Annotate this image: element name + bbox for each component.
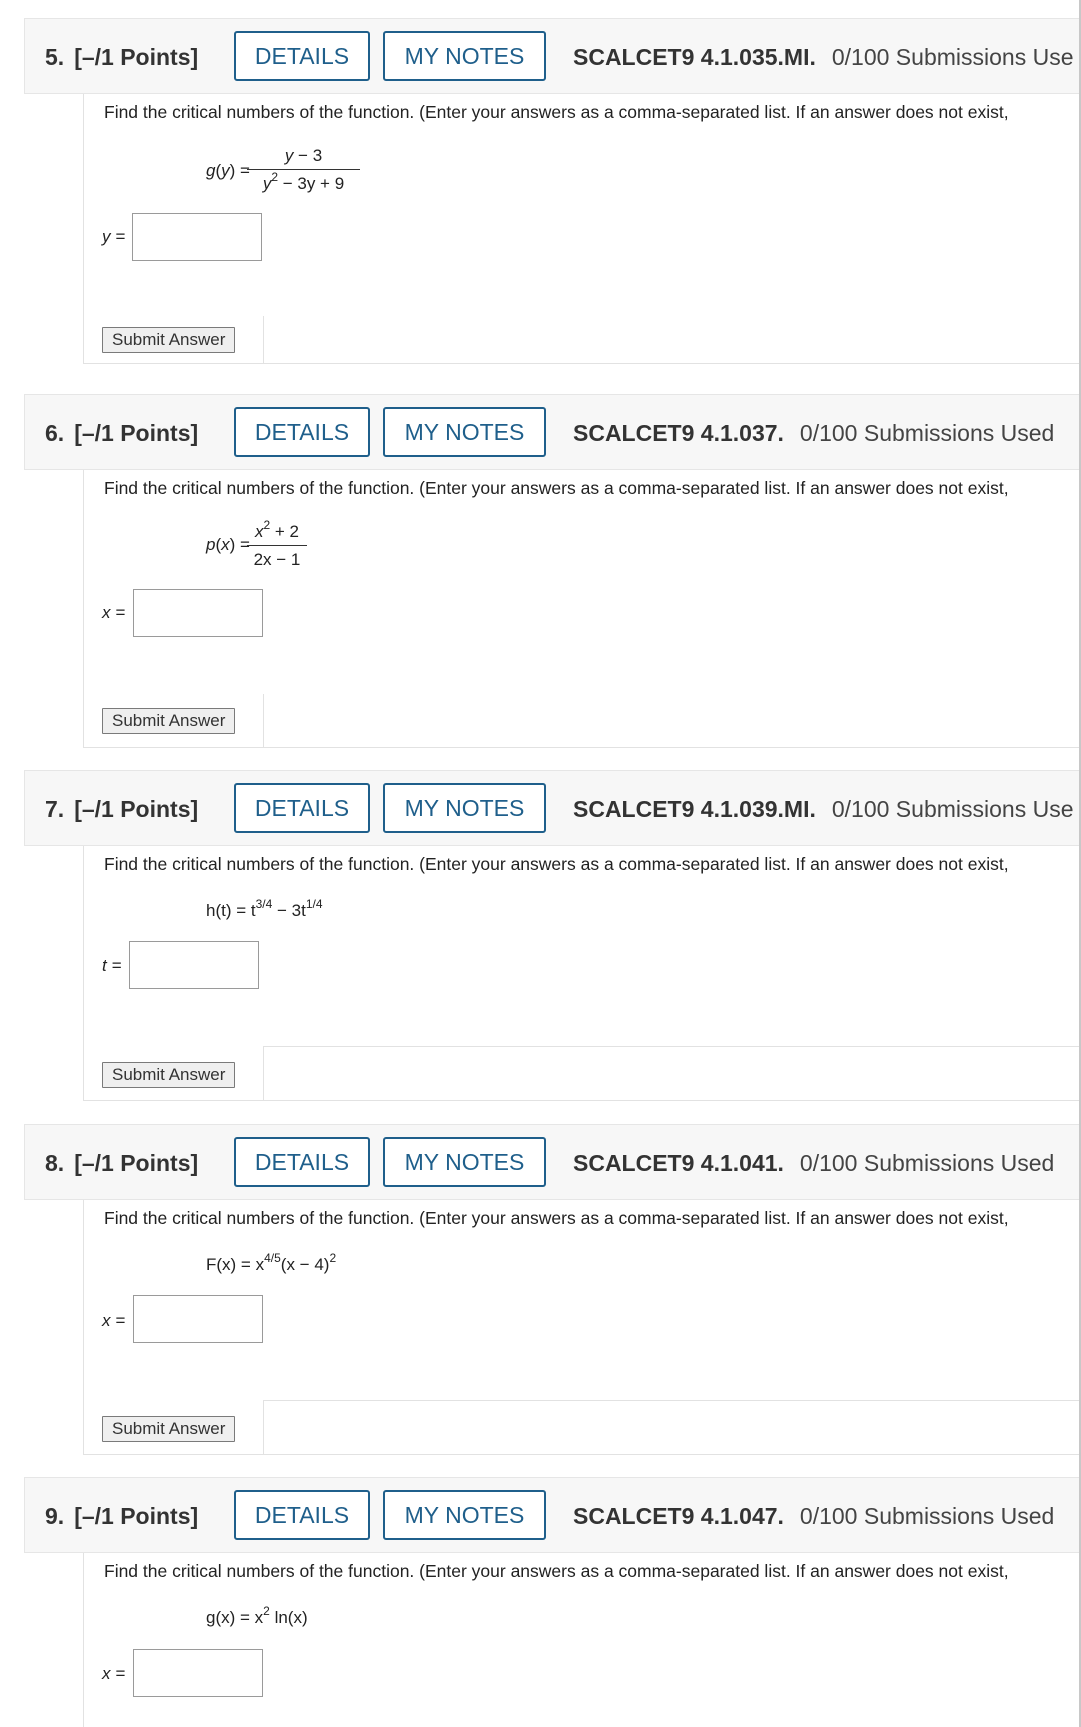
q7-assignment-code: SCALCET9 4.1.039.MI. 0/100 Submissions Use [573,796,1074,822]
q8-prompt: Find the critical numbers of the function. (Enter your answers as a comma-separated list. If an answer does not exist, [104,1208,1009,1228]
q6-denominator: 2x − 1 [253,550,301,569]
q6-fraction [247,518,307,570]
question-8-body [83,1200,1081,1455]
q5-submissions: 0/100 Submissions Use [831,44,1074,70]
q7-formula: $h(t) = t^{3/4} - 3t^{1/4}$ [206,897,323,920]
q5-submit-button[interactable]: Submit Answer [102,327,235,353]
q7-submissions: 0/100 Submissions Use [831,796,1074,822]
q7-answer-label: t = [102,956,122,975]
q5-answer-input[interactable] [132,213,262,261]
q7-submit-area [84,1046,264,1101]
q6-answer-input[interactable] [133,589,263,637]
q8-answer-input[interactable] [133,1295,263,1343]
question-5-body [83,94,1081,364]
q8-my-notes-button[interactable]: MY NOTES [383,1137,546,1187]
q6-submit-area [84,694,264,748]
question-7-header [24,770,1081,846]
q6-prompt: Find the critical numbers of the function. (Enter your answers as a comma-separated list. If an answer does not exist, [104,478,1009,498]
q8-submit-button[interactable]: Submit Answer [102,1416,235,1442]
q9-assignment-code: SCALCET9 4.1.047. 0/100 Submissions Used [573,1503,1055,1529]
q6-my-notes-button[interactable]: MY NOTES [383,407,546,457]
question-6-body [83,470,1081,748]
q9-formula: $g(x) = x^2$ ln(x) [206,1604,308,1627]
question-6-header [24,394,1081,470]
q5-numerator: y − 3 [284,146,323,165]
q5-details-button[interactable]: DETAILS [234,31,370,81]
q5-prompt: Find the critical numbers of the function. (Enter your answers as a comma-separated list. If an answer does not exist, [104,102,1009,122]
question-6-number: 6. [–/1 Points] [45,420,199,446]
q5-formula-lhs: g(y) = [206,161,250,180]
q9-submissions: 0/100 Submissions Used [799,1503,1055,1529]
q6-numerator: $x^2 + 2$ [254,518,300,541]
question-9-header [24,1477,1081,1553]
q8-submissions: 0/100 Submissions Used [799,1150,1055,1176]
question-8-header [24,1124,1081,1200]
q8-formula: $F(x) = x^{4/5}(x - 4)^2$ [206,1251,337,1274]
q6-assignment-code: SCALCET9 4.1.037. 0/100 Submissions Used [573,420,1055,446]
q5-my-notes-button[interactable]: MY NOTES [383,31,546,81]
q6-formula-lhs: p(x) = [206,535,250,554]
question-5-header [24,18,1081,94]
q5-fraction [247,146,360,194]
question-9-body [83,1553,1081,1727]
question-7-body [83,846,1081,1101]
question-8-number: 8. [–/1 Points] [45,1150,199,1176]
question-5-number: 5. [–/1 Points] [45,44,199,70]
q7-details-button[interactable]: DETAILS [234,783,370,833]
q8-submit-area [84,1400,264,1455]
q6-answer-label: x = [102,603,126,622]
q9-details-button[interactable]: DETAILS [234,1490,370,1540]
q5-submit-area [84,316,264,364]
q6-submissions: 0/100 Submissions Used [799,420,1055,446]
q9-prompt: Find the critical numbers of the function. (Enter your answers as a comma-separated list. If an answer does not exist, [104,1561,1009,1581]
question-9-number: 9. [–/1 Points] [45,1503,199,1529]
q5-answer-label: y = [102,227,126,246]
q7-submit-button[interactable]: Submit Answer [102,1062,235,1088]
q7-prompt: Find the critical numbers of the function. (Enter your answers as a comma-separated list. If an answer does not exist, [104,854,1009,874]
q8-divider [264,1400,1081,1401]
q8-details-button[interactable]: DETAILS [234,1137,370,1187]
q9-answer-input[interactable] [133,1649,263,1697]
q5-assignment-code: SCALCET9 4.1.035.MI. 0/100 Submissions Use [573,44,1074,70]
q9-answer-label: x = [102,1664,126,1683]
q6-submit-button[interactable]: Submit Answer [102,708,235,734]
q7-answer-input[interactable] [129,941,259,989]
q5-denominator: $y^2 - 3y + 9$ [262,170,345,193]
question-7-number: 7. [–/1 Points] [45,796,199,822]
q7-my-notes-button[interactable]: MY NOTES [383,783,546,833]
q9-my-notes-button[interactable]: MY NOTES [383,1490,546,1540]
q7-divider [264,1046,1081,1047]
q8-assignment-code: SCALCET9 4.1.041. 0/100 Submissions Used [573,1150,1055,1176]
q6-details-button[interactable]: DETAILS [234,407,370,457]
q8-answer-label: x = [102,1311,126,1330]
